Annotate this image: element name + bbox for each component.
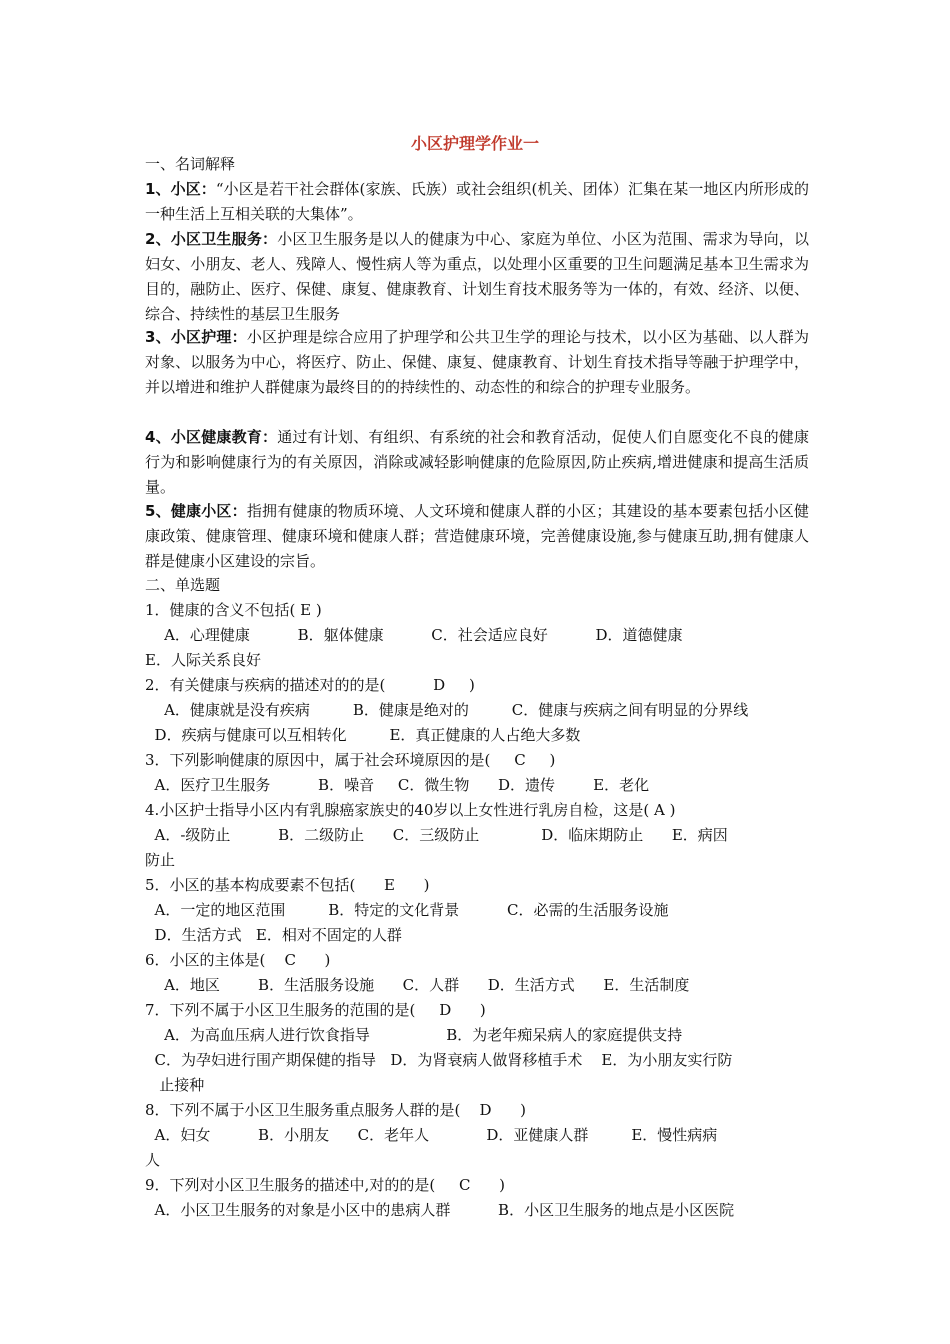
definition-term: 5、健康小区：	[145, 502, 247, 520]
question-line: 5．小区的基本构成要素不包括( E )	[145, 876, 430, 894]
definition-text: 小区护理是综合应用了护理学和公共卫生学的理论与技术，以小区为基础、以人群为对象、以服务为中心，将医疗、防止、保健、康复、健康教育、计划生育技术指导等融于护理学中，并以增进和维护人群健康为最终目的的持续性的、动态性的和综合的护理专业服务。	[145, 328, 809, 396]
question-line: 7．下列不属于小区卫生服务的范围的是( D )	[145, 1001, 486, 1019]
option-line: A．健康就是没有疾病 B．健康是绝对的 C．健康与疾病之间有明显的分界线	[145, 701, 749, 719]
definition-text: “小区是若干社会群体(家族、氏族）或社会组织(机关、团体）汇集在某一地区内所形成的一种生活上互相关联的大集体”。	[145, 180, 809, 223]
question-line: 6．小区的主体是( C )	[145, 951, 331, 969]
document-title: 小区护理学作业一	[410, 134, 539, 153]
option-line: E．人际关系良好	[145, 651, 261, 669]
option-line: A．地区 B．生活服务设施 C．人群 D．生活方式 E．生活制度	[145, 976, 690, 994]
definition-healthy-community	[145, 499, 809, 574]
option-line: A．医疗卫生服务 B．噪音 C．微生物 D．遗传 E．老化	[145, 776, 650, 794]
definition-community	[145, 177, 809, 227]
option-line: D．生活方式 E．相对不固定的人群	[145, 926, 402, 944]
option-line: A．妇女 B．小朋友 C．老年人 D．亚健康人群 E．慢性病病	[145, 1126, 718, 1144]
option-line: 人	[145, 1151, 161, 1169]
definition-term: 1、小区：	[145, 180, 216, 198]
definition-text: 小区卫生服务是以人的健康为中心、家庭为单位、小区为范围、需求为导向，以妇女、小朋友、老人、残障人、慢性病人等为重点，以处理小区重要的卫生问题满足基本卫生需求为目的，融防止、医疗、保健、康复、健康教育、计划生育技术服务等为一体的，有效、经济、以便、综合、持续性的基层卫生服务	[145, 230, 809, 323]
option-line: 止接种	[145, 1076, 205, 1094]
option-line: A．心理健康 B．躯体健康 C．社会适应良好 D．道德健康	[145, 626, 683, 644]
definition-community-health-education	[145, 425, 809, 500]
definition-term: 4、小区健康教育：	[145, 428, 278, 446]
section-heading-definitions: 一、名词解释	[145, 155, 236, 173]
definition-term: 2、小区卫生服务：	[145, 230, 278, 248]
section-heading-single-choice: 二、单选题	[145, 576, 221, 594]
option-line: A．为高血压病人进行饮食指导 B．为老年痴呆病人的家庭提供支持	[145, 1026, 683, 1044]
question-line: 4.小区护士指导小区内有乳腺癌家族史的40岁以上女性进行乳房自检，这是( A )	[145, 801, 676, 819]
question-line: 3．下列影响健康的原因中，属于社会环境原因的是( C )	[145, 751, 556, 769]
definition-community-health-service	[145, 227, 809, 327]
question-line: 1．健康的含义不包括( E )	[145, 601, 322, 619]
definition-term: 3、小区护理：	[145, 328, 247, 346]
question-line: 8．下列不属于小区卫生服务重点服务人群的是( D )	[145, 1101, 526, 1119]
option-line: C．为孕妇进行围产期保健的指导 D．为肾衰病人做肾移植手术 E．为小朋友实行防	[145, 1051, 733, 1069]
option-line: A．-级防止 B．二级防止 C．三级防止 D．临床期防止 E．病因	[145, 826, 728, 844]
option-line: A．小区卫生服务的对象是小区中的患病人群 B．小区卫生服务的地点是小区医院	[145, 1201, 735, 1219]
definition-text: 指拥有健康的物质环境、人文环境和健康人群的小区；其建设的基本要素包括小区健康政策、健康管理、健康环境和健康人群；营造健康环境，完善健康设施,参与健康互助,拥有健康人群是健康小区建设的宗旨。	[145, 502, 809, 570]
question-line: 9．下列对小区卫生服务的描述中,对的的是( C )	[145, 1176, 505, 1194]
option-line: D．疾病与健康可以互相转化 E．真正健康的人占绝大多数	[145, 726, 581, 744]
definition-text: 通过有计划、有组织、有系统的社会和教育活动，促使人们自愿变化不良的健康行为和影响健康行为的有关原因，消除或减轻影响健康的危险原因,防止疾病,增进健康和提高生活质量。	[145, 428, 809, 496]
option-line: 防止	[145, 851, 176, 869]
question-line: 2．有关健康与疾病的描述对的的是( D )	[145, 676, 475, 694]
option-line: A．一定的地区范围 B．特定的文化背景 C．必需的生活服务设施	[145, 901, 669, 919]
definition-community-nursing	[145, 325, 809, 400]
